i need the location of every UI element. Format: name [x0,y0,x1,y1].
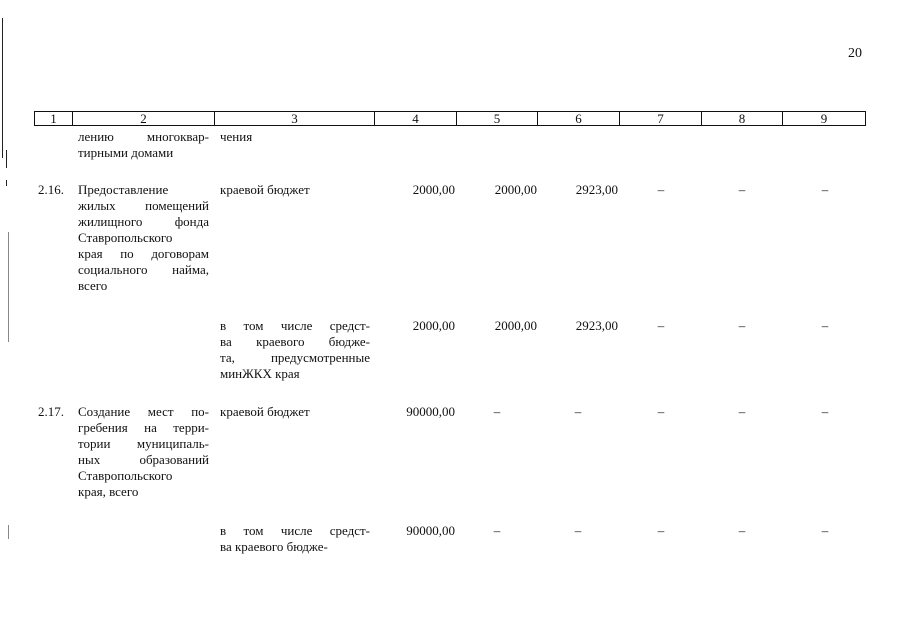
scan-margin-line [2,18,3,158]
cell-c8: – [738,182,746,197]
row-source-line: в том числе средст- [220,318,370,333]
scan-margin-line [8,232,9,342]
row-source [220,404,370,420]
row-source-line: минЖКХ края [220,366,300,381]
cell-c8: – [738,523,746,538]
row-name-line: тории муниципаль- [78,436,209,451]
cell-c7: – [657,404,665,419]
cell-c5: 2000,00 [494,318,537,333]
cell-c4: 2000,00 [412,182,455,197]
row-source-line: краевой бюджет [220,404,310,419]
table-header [34,111,865,127]
row-name [78,182,209,294]
cell-c6: – [574,523,582,538]
cell-c4: 90000,00 [406,404,455,419]
header-cell-2: 2 [72,111,215,126]
continuation-name-line: тирными домами [78,145,174,160]
row-name [78,404,209,500]
cell-c9: – [821,182,829,197]
cell-c4: 2000,00 [412,318,455,333]
row-source-line: ва краевого бюдже- [220,334,370,349]
row-source [220,523,370,555]
header-cell-3: 3 [214,111,375,126]
header-cell-9: 9 [782,111,866,126]
cell-c6: 2923,00 [575,182,618,197]
row-name-line: ных образований [78,452,209,467]
header-cell-7: 7 [619,111,702,126]
row-source-line: краевой бюджет [220,182,310,197]
row-name-line: края по договорам [78,246,209,261]
cell-c9: – [821,404,829,419]
row-source-line: ва краевого бюдже- [220,539,328,554]
cell-c5: – [493,404,501,419]
row-number: 2.17. [38,404,64,419]
cell-c7: – [657,318,665,333]
cell-c7: – [657,523,665,538]
cell-c6: – [574,404,582,419]
cell-c9: – [821,318,829,333]
header-cell-6: 6 [537,111,620,126]
cell-c9: – [821,523,829,538]
continuation-name [78,129,209,161]
header-cell-5: 5 [456,111,538,126]
cell-c5: – [493,523,501,538]
scan-margin-line [6,180,7,186]
scan-margin-line [8,525,9,539]
row-name-line: Ставропольского [78,230,173,245]
cell-c5: 2000,00 [494,182,537,197]
row-name-line: жилых помещений [78,198,209,213]
cell-c6: 2923,00 [575,318,618,333]
row-name-line: жилищного фонда [78,214,209,229]
continuation-source-line: чения [220,129,253,144]
row-name-line: Ставропольского [78,468,173,483]
cell-c8: – [738,404,746,419]
page-number: 20 [848,46,862,61]
row-name-line: гребения на терри- [78,420,209,435]
row-source-line: та, предусмотренные [220,350,370,365]
cell-c8: – [738,318,746,333]
row-name-line: социального найма, [78,262,209,277]
row-source-line: в том числе средст- [220,523,370,538]
header-cell-1: 1 [34,111,73,126]
row-source [220,182,370,198]
header-cell-8: 8 [701,111,783,126]
row-name-line: всего [78,278,108,293]
cell-c4: 90000,00 [406,523,455,538]
scan-margin-line [6,150,7,168]
row-source [220,318,370,382]
header-cell-4: 4 [374,111,457,126]
continuation-name-line: лению многоквар- [78,129,209,144]
row-name-line: Предоставление [78,182,169,197]
row-name-line: Создание мест по- [78,404,209,419]
row-name-line: края, всего [78,484,139,499]
continuation-source [220,129,370,145]
row-number: 2.16. [38,182,64,197]
cell-c7: – [657,182,665,197]
